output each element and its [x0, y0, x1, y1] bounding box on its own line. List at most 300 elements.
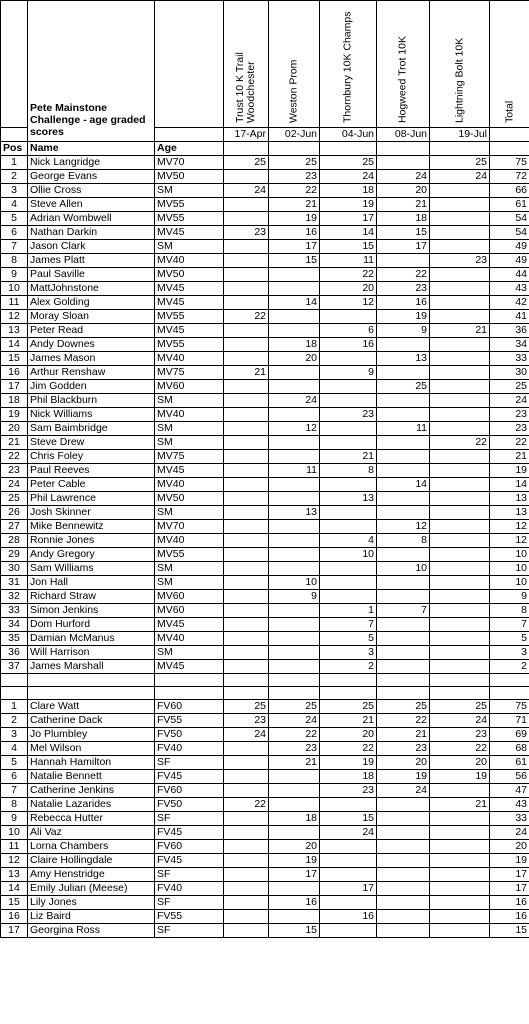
- score-cell: [269, 646, 320, 660]
- score-cell: 22: [377, 714, 430, 728]
- score-cell: 23: [320, 408, 377, 422]
- score-cell: [377, 798, 430, 812]
- score-cell: [320, 520, 377, 534]
- age-cell: SM: [155, 240, 224, 254]
- name-cell: Ali Vaz: [28, 826, 155, 840]
- age-cell: SM: [155, 576, 224, 590]
- table-row: [1, 226, 529, 240]
- blank-cell: [377, 674, 430, 687]
- table-row: [1, 562, 529, 576]
- score-cell: [377, 924, 430, 938]
- name-cell: Hannah Hamilton: [28, 756, 155, 770]
- age-cell: MV45: [155, 324, 224, 338]
- score-cell: 20: [377, 184, 430, 198]
- score-cell: [224, 296, 269, 310]
- table-row: [1, 478, 529, 492]
- score-cell: [430, 240, 490, 254]
- pos-cell: 27: [1, 520, 28, 534]
- pos-cell: 15: [1, 352, 28, 366]
- score-cell: 23: [430, 728, 490, 742]
- score-cell: [377, 882, 430, 896]
- pos-cell: 10: [1, 826, 28, 840]
- score-cell: [430, 590, 490, 604]
- table-row: [1, 198, 529, 212]
- table-row: [1, 756, 529, 770]
- total-cell: 20: [490, 840, 529, 854]
- score-cell: [430, 296, 490, 310]
- table-row: [1, 184, 529, 198]
- score-cell: [269, 798, 320, 812]
- age-cell: SM: [155, 562, 224, 576]
- total-cell: 41: [490, 310, 529, 324]
- name-cell: Nick Langridge: [28, 156, 155, 170]
- name-cell: Catherine Dack: [28, 714, 155, 728]
- score-cell: [377, 156, 430, 170]
- score-cell: 24: [320, 170, 377, 184]
- pos-cell: 4: [1, 198, 28, 212]
- score-cell: [224, 408, 269, 422]
- score-cell: 23: [320, 784, 377, 798]
- pos-cell: 6: [1, 770, 28, 784]
- table-row: [1, 854, 529, 868]
- name-cell: Adrian Wombwell: [28, 212, 155, 226]
- total-cell: 43: [490, 282, 529, 296]
- age-cell: MV45: [155, 282, 224, 296]
- score-cell: [430, 618, 490, 632]
- total-cell: 7: [490, 618, 529, 632]
- name-cell: Clare Watt: [28, 700, 155, 714]
- score-cell: 19: [269, 212, 320, 226]
- race-header-4: [377, 1, 430, 128]
- pos-cell: 14: [1, 882, 28, 896]
- score-cell: [430, 604, 490, 618]
- name-cell: Georgina Ross: [28, 924, 155, 938]
- table-row: [1, 770, 529, 784]
- age-cell: SF: [155, 896, 224, 910]
- total-cell: 19: [490, 464, 529, 478]
- score-cell: [377, 492, 430, 506]
- pos-cell: 9: [1, 812, 28, 826]
- blank-cell: [430, 674, 490, 687]
- score-cell: [430, 646, 490, 660]
- score-cell: 22: [224, 798, 269, 812]
- total-header: [490, 1, 529, 128]
- score-cell: 25: [224, 700, 269, 714]
- score-cell: 9: [320, 366, 377, 380]
- age-cell: FV55: [155, 910, 224, 924]
- age-cell: SF: [155, 924, 224, 938]
- score-cell: [320, 562, 377, 576]
- age-cell: MV55: [155, 338, 224, 352]
- pos-cell: 8: [1, 254, 28, 268]
- blank-cell: [490, 674, 529, 687]
- age-cell: MV40: [155, 534, 224, 548]
- age-cell: MV50: [155, 170, 224, 184]
- score-cell: [224, 492, 269, 506]
- age-cell: MV55: [155, 548, 224, 562]
- score-cell: 25: [269, 156, 320, 170]
- score-cell: [224, 756, 269, 770]
- score-cell: [377, 506, 430, 520]
- pos-cell: 26: [1, 506, 28, 520]
- date-blank-total: [490, 128, 529, 142]
- score-cell: [320, 478, 377, 492]
- score-cell: 18: [377, 212, 430, 226]
- score-cell: [269, 534, 320, 548]
- score-cell: [430, 184, 490, 198]
- total-cell: 71: [490, 714, 529, 728]
- pos-cell: 11: [1, 296, 28, 310]
- total-cell: 13: [490, 492, 529, 506]
- score-cell: 25: [224, 156, 269, 170]
- score-cell: [377, 840, 430, 854]
- name-cell: Moray Sloan: [28, 310, 155, 324]
- score-cell: 1: [320, 604, 377, 618]
- table-row: [1, 352, 529, 366]
- score-cell: [320, 422, 377, 436]
- score-cell: 20: [269, 352, 320, 366]
- score-cell: [269, 660, 320, 674]
- table-row: [1, 728, 529, 742]
- age-cell: MV75: [155, 366, 224, 380]
- pos-cell: 35: [1, 632, 28, 646]
- blank-cell: [155, 674, 224, 687]
- score-cell: [320, 310, 377, 324]
- name-cell: Sam Williams: [28, 562, 155, 576]
- name-header: Name: [28, 142, 155, 156]
- score-cell: 13: [269, 506, 320, 520]
- age-cell: MV60: [155, 590, 224, 604]
- score-cell: [269, 882, 320, 896]
- score-cell: [224, 604, 269, 618]
- name-cell: James Platt: [28, 254, 155, 268]
- score-cell: 9: [269, 590, 320, 604]
- score-cell: [320, 868, 377, 882]
- header-corner: [1, 1, 28, 128]
- score-cell: [224, 436, 269, 450]
- score-cell: 17: [377, 240, 430, 254]
- score-cell: 21: [224, 366, 269, 380]
- total-cell: 24: [490, 394, 529, 408]
- race-name-1: Trust 10 K Trail Woodchester: [234, 52, 257, 123]
- name-cell: MattJohnstone: [28, 282, 155, 296]
- total-cell: 25: [490, 380, 529, 394]
- score-cell: [377, 254, 430, 268]
- score-cell: [224, 520, 269, 534]
- score-cell: 21: [320, 714, 377, 728]
- age-cell: FV45: [155, 826, 224, 840]
- score-cell: [430, 478, 490, 492]
- table-row: [1, 826, 529, 840]
- spacer-row: [1, 674, 529, 687]
- score-cell: 17: [320, 212, 377, 226]
- total-cell: 30: [490, 366, 529, 380]
- score-cell: [377, 896, 430, 910]
- score-cell: 3: [320, 646, 377, 660]
- name-cell: Paul Saville: [28, 268, 155, 282]
- score-cell: [224, 562, 269, 576]
- score-cell: [430, 352, 490, 366]
- name-cell: Ronnie Jones: [28, 534, 155, 548]
- score-cell: 20: [269, 840, 320, 854]
- score-cell: [224, 840, 269, 854]
- name-cell: Sam Baimbridge: [28, 422, 155, 436]
- spacer-row: [1, 687, 529, 700]
- pos-cell: 15: [1, 896, 28, 910]
- age-cell: MV40: [155, 478, 224, 492]
- score-cell: [377, 660, 430, 674]
- score-cell: 21: [269, 198, 320, 212]
- pos-cell: 34: [1, 618, 28, 632]
- score-cell: [224, 632, 269, 646]
- pos-cell: 17: [1, 924, 28, 938]
- age-cell: SF: [155, 756, 224, 770]
- age-cell: MV45: [155, 226, 224, 240]
- score-cell: [430, 310, 490, 324]
- score-cell: [430, 198, 490, 212]
- header-age-blank: [155, 1, 224, 128]
- score-cell: [377, 854, 430, 868]
- score-cell: [224, 576, 269, 590]
- total-cell: 72: [490, 170, 529, 184]
- score-cell: [430, 212, 490, 226]
- score-cell: [224, 338, 269, 352]
- score-cell: [430, 422, 490, 436]
- age-header: Age: [155, 142, 224, 156]
- score-cell: [224, 464, 269, 478]
- age-cell: FV50: [155, 728, 224, 742]
- score-cell: 20: [377, 756, 430, 770]
- race-date-4: 08-Jun: [377, 128, 430, 142]
- total-cell: 54: [490, 226, 529, 240]
- total-cell: 8: [490, 604, 529, 618]
- score-cell: 24: [377, 784, 430, 798]
- pos-cell: 5: [1, 756, 28, 770]
- age-cell: FV50: [155, 798, 224, 812]
- age-cell: SM: [155, 506, 224, 520]
- age-cell: SM: [155, 646, 224, 660]
- age-cell: MV55: [155, 198, 224, 212]
- pos-cell: 33: [1, 604, 28, 618]
- score-cell: [224, 882, 269, 896]
- score-cell: 25: [377, 380, 430, 394]
- score-cell: 5: [320, 632, 377, 646]
- pos-cell: 13: [1, 868, 28, 882]
- total-cell: 75: [490, 156, 529, 170]
- score-cell: [377, 910, 430, 924]
- total-cell: 33: [490, 352, 529, 366]
- table-row: [1, 212, 529, 226]
- name-cell: Simon Jenkins: [28, 604, 155, 618]
- score-cell: 24: [320, 826, 377, 840]
- name-cell: Phil Lawrence: [28, 492, 155, 506]
- score-cell: [269, 366, 320, 380]
- score-cell: [224, 854, 269, 868]
- table-row: [1, 812, 529, 826]
- blank-cell: [1, 687, 28, 700]
- score-cell: [377, 632, 430, 646]
- score-cell: [430, 282, 490, 296]
- score-cell: [430, 226, 490, 240]
- score-cell: [269, 450, 320, 464]
- score-cell: [320, 506, 377, 520]
- name-cell: Nick Williams: [28, 408, 155, 422]
- name-cell: James Marshall: [28, 660, 155, 674]
- table-row: [1, 492, 529, 506]
- score-cell: 2: [320, 660, 377, 674]
- score-cell: [224, 394, 269, 408]
- table-row: [1, 310, 529, 324]
- score-cell: [224, 324, 269, 338]
- pos-cell: 31: [1, 576, 28, 590]
- score-cell: 16: [320, 338, 377, 352]
- table-row: [1, 534, 529, 548]
- name-cell: Ollie Cross: [28, 184, 155, 198]
- race-date-5: 19-Jul: [430, 128, 490, 142]
- score-cell: 24: [377, 170, 430, 184]
- pos-cell: 9: [1, 268, 28, 282]
- score-cell: [430, 338, 490, 352]
- score-cell: [269, 492, 320, 506]
- score-cell: 19: [377, 770, 430, 784]
- score-cell: [430, 380, 490, 394]
- score-cell: [224, 506, 269, 520]
- pos-cell: 12: [1, 310, 28, 324]
- table-row: [1, 506, 529, 520]
- score-cell: [430, 882, 490, 896]
- pos-cell: 17: [1, 380, 28, 394]
- score-cell: 16: [269, 896, 320, 910]
- total-cell: 23: [490, 422, 529, 436]
- score-cell: [377, 548, 430, 562]
- age-cell: MV40: [155, 254, 224, 268]
- total-cell: 13: [490, 506, 529, 520]
- score-cell: [269, 784, 320, 798]
- blank-cell: [269, 674, 320, 687]
- pos-cell: 2: [1, 714, 28, 728]
- pos-cell: 23: [1, 464, 28, 478]
- name-cell: Jason Clark: [28, 240, 155, 254]
- score-cell: [224, 450, 269, 464]
- score-cell: [377, 436, 430, 450]
- score-cell: 6: [320, 324, 377, 338]
- table-row: [1, 282, 529, 296]
- score-cell: [224, 380, 269, 394]
- table-row: [1, 604, 529, 618]
- score-cell: [320, 436, 377, 450]
- score-cell: [430, 268, 490, 282]
- pos-cell: 3: [1, 184, 28, 198]
- date-blank-pos: [1, 128, 28, 142]
- score-cell: [430, 394, 490, 408]
- table-row: [1, 436, 529, 450]
- blank-cell: [224, 687, 269, 700]
- score-cell: [377, 618, 430, 632]
- race-name-3: Thornbury 10K Champs: [341, 11, 354, 123]
- blank-cell: [155, 687, 224, 700]
- table-row: [1, 450, 529, 464]
- total-cell: 33: [490, 812, 529, 826]
- total-cell: 17: [490, 868, 529, 882]
- score-cell: [224, 212, 269, 226]
- pos-cell: 30: [1, 562, 28, 576]
- header-row: [1, 1, 529, 128]
- score-cell: 4: [320, 534, 377, 548]
- score-cell: [269, 436, 320, 450]
- name-cell: Steve Drew: [28, 436, 155, 450]
- score-cell: 15: [320, 240, 377, 254]
- age-cell: FV60: [155, 700, 224, 714]
- table-row: [1, 924, 529, 938]
- table-row: [1, 576, 529, 590]
- score-cell: 15: [320, 812, 377, 826]
- blank-cell: [28, 687, 155, 700]
- total-cell: 54: [490, 212, 529, 226]
- score-cell: [320, 896, 377, 910]
- age-cell: MV45: [155, 296, 224, 310]
- pos-cell: 2: [1, 170, 28, 184]
- race-name-5: Lightning Bolt 10K: [453, 37, 465, 123]
- total-cell: 49: [490, 240, 529, 254]
- total-label: Total: [503, 100, 515, 123]
- score-cell: [430, 784, 490, 798]
- table-row: [1, 896, 529, 910]
- score-cell: [430, 562, 490, 576]
- pos-cell: 25: [1, 492, 28, 506]
- score-cell: [224, 826, 269, 840]
- score-cell: [224, 170, 269, 184]
- name-cell: Amy Henstridge: [28, 868, 155, 882]
- score-cell: [430, 548, 490, 562]
- score-cell: 17: [320, 882, 377, 896]
- name-cell: Damian McManus: [28, 632, 155, 646]
- score-cell: [269, 826, 320, 840]
- age-cell: MV50: [155, 268, 224, 282]
- table-row: [1, 422, 529, 436]
- age-cell: MV55: [155, 310, 224, 324]
- score-cell: 19: [320, 756, 377, 770]
- table-row: [1, 590, 529, 604]
- race-header-3: [320, 1, 377, 128]
- score-cell: [224, 198, 269, 212]
- table-row: [1, 170, 529, 184]
- col-blank: [224, 142, 269, 156]
- name-cell: Jim Godden: [28, 380, 155, 394]
- score-cell: 21: [269, 756, 320, 770]
- score-cell: 24: [224, 728, 269, 742]
- score-cell: 15: [269, 924, 320, 938]
- score-cell: 12: [269, 422, 320, 436]
- name-cell: Phil Blackburn: [28, 394, 155, 408]
- score-cell: 23: [430, 254, 490, 268]
- score-cell: 23: [224, 714, 269, 728]
- name-cell: Steve Allen: [28, 198, 155, 212]
- total-cell: 10: [490, 548, 529, 562]
- race-header-1: [224, 1, 269, 128]
- score-cell: 21: [320, 450, 377, 464]
- score-cell: 15: [269, 254, 320, 268]
- score-cell: [320, 798, 377, 812]
- score-cell: 23: [377, 282, 430, 296]
- score-cell: [430, 660, 490, 674]
- pos-cell: 14: [1, 338, 28, 352]
- table-row: [1, 700, 529, 714]
- age-cell: MV75: [155, 450, 224, 464]
- blank-cell: [1, 674, 28, 687]
- age-cell: SM: [155, 394, 224, 408]
- table-row: [1, 394, 529, 408]
- score-cell: [224, 896, 269, 910]
